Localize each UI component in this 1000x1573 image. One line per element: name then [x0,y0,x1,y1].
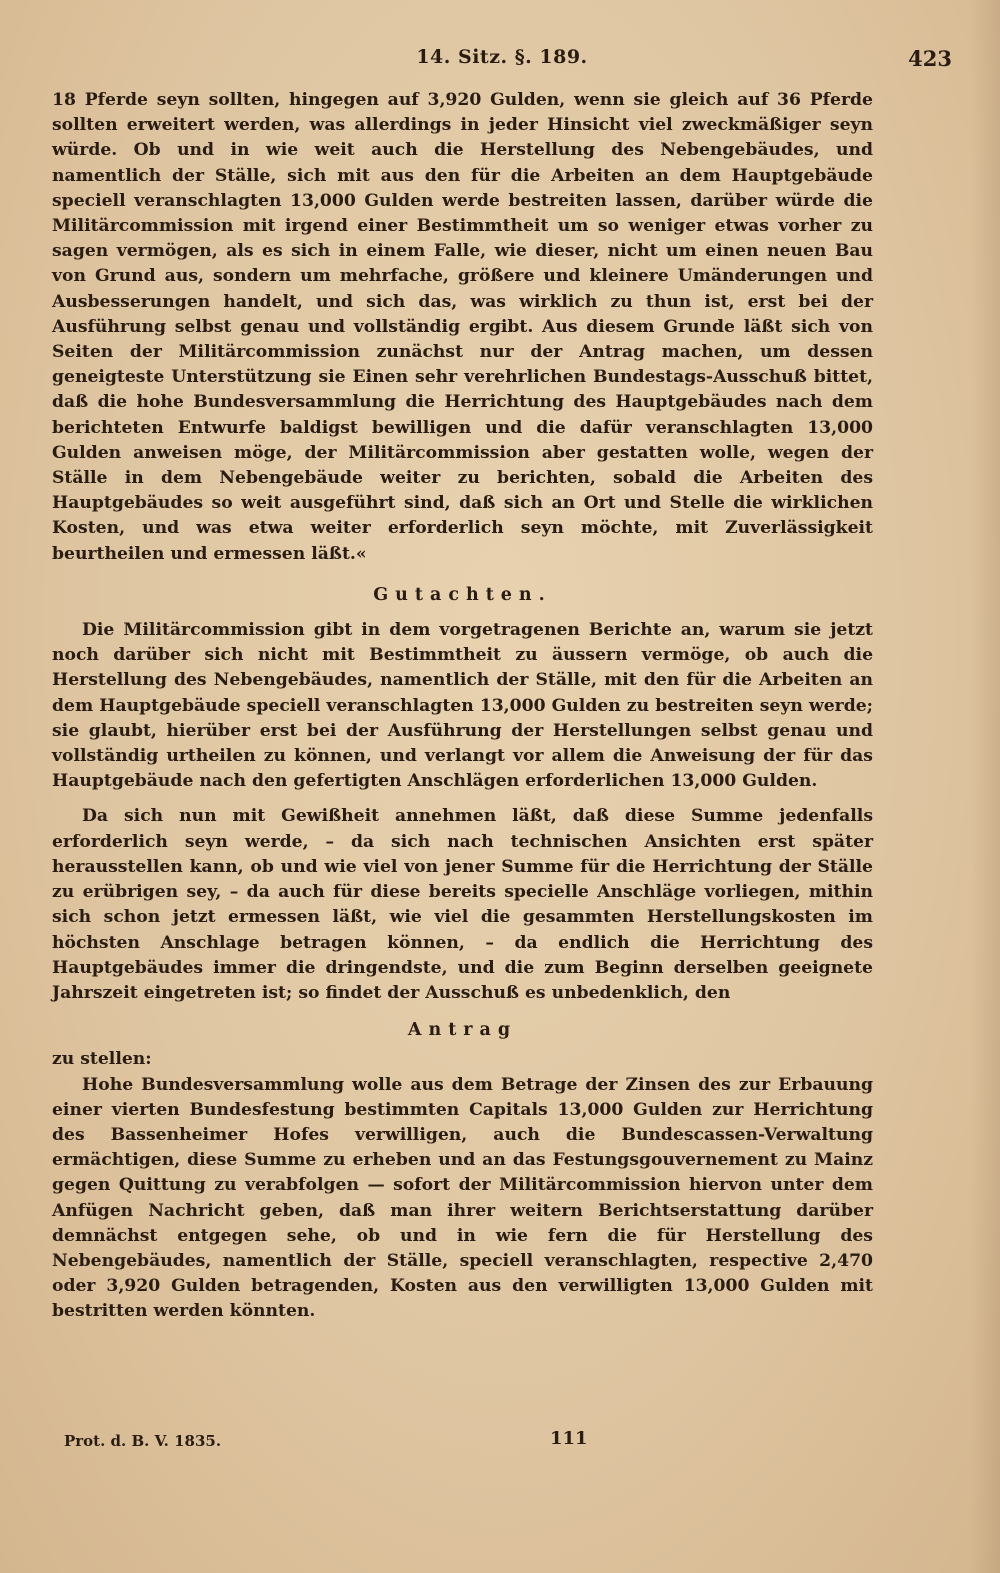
session-reference: 14. Sitz. §. 189. [416,46,588,68]
paragraph-zu-stellen: zu stellen: [52,1049,152,1070]
heading-antrag: Antrag [407,1020,518,1041]
paragraph-reasoning: Da sich nun mit Gewißheit annehmen läßt, daß diese Summe jedenfalls erforderlich seyn werde, – da sich nach technischen Ansichten erst später herausstellen kann, ob und wie viel von jener Summe für die Herrichtung der Ställe zu erübrigen sey, – da auch für diese bereits specielle Anschläge vorliegen, mithin sich schon jetzt ermessen läßt, wie viel die gesammten Herstellungskosten im höchsten Anschlage betragen können, – da endlich die Herrichtung des Hauptgebäudes immer die dringendste, und die zum Beginn derselben geeignete Jahrszeit eingetreten ist; so findet der Ausschuß es unbedenklich, den [52,806,873,1003]
heading-gutachten: Gutachten. [373,584,552,605]
page-footer [64,1428,884,1456]
document-body [52,88,873,1325]
page-number: 423 [908,46,952,71]
footer-source: Prot. d. B. V. 1835. [64,1432,222,1450]
running-header [52,44,952,74]
paragraph-continuation: 18 Pferde seyn sollten, hingegen auf 3,920 Gulden, wenn sie gleich auf 36 Pferde sollten erweitert werden, was allerdings in jeder Hinsicht viel zweckmäßiger seyn würde. Ob und in wie weit auch die Herstellung des Nebengebäudes, und namentlich der Ställe, sich mit aus den für die Arbeiten an dem Hauptgebäude speciell veranschlagten 13,000 Gulden werde bestreiten lassen, darüber würde die Militärcommission mit irgend einer Bestimmtheit um so weniger etwas vorher zu sagen vermögen, als es sich in einem Falle, wie dieser, nicht um einen neuen Bau von Grund aus, sondern um mehrfache, größere und kleinere Umänderungen und Ausbesserungen handelt, und sich das, was wirklich zu thun ist, erst bei der Ausführung selbst genau und vollständig ergibt. Aus diesem Grunde läßt sich von Seiten der Militärcommission zunächst nur der Antrag machen, um dessen geneigteste Unterstützung sie Einen sehr verehrlichen Bundestags-Ausschuß bittet, daß die hohe Bundesversammlung die Herrichtung des Hauptgebäudes nach dem berichteten Entwurfe baldigst bewilligen und die dafür veranschlagten 13,000 Gulden anweisen möge, der Militärcommission aber gestatten wolle, wegen der Ställe in dem Nebengebäude weiter zu berichten, sobald die Arbeiten des Hauptgebäudes so weit ausgeführt sind, daß sich an Ort und Stelle die wirklichen Kosten, und was etwa weiter erforderlich seyn möchte, mit Zuverlässigkeit beurtheilen und ermessen läßt.« [52,90,873,564]
signature-mark: 111 [550,1428,588,1449]
paragraph-motion: Hohe Bundesversammlung wolle aus dem Betrage der Zinsen des zur Erbauung einer vierten Bundesfestung bestimmten Capitals 13,000 Gulden zur Herrichtung des Bassenheimer Hofes verwilligen, auch die Bundescassen-Verwaltung ermächtigen, diese Summe zu erheben und an das Festungsgouvernement zu Mainz gegen Quittung zu verabfolgen — sofort der Militärcommission hiervon unter dem Anfügen Nachricht geben, daß man ihrer weitern Berichtserstattung darüber demnächst entgegen sehe, ob und in wie fern die für Herstellung des Nebengebäudes, namentlich der Ställe, speciell veranschlagten, respective 2,470 oder 3,920 Gulden betragenden, Kosten aus den verwilligten 13,000 Gulden mit bestritten werden könnten. [52,1074,873,1322]
page-edge-shadow [970,0,1000,1573]
paragraph-gutachten: Die Militärcommission gibt in dem vorgetragenen Berichte an, warum sie jetzt noch darüber sich nicht mit Bestimmtheit zu äussern vermöge, ob auch die Herstellung des Nebengebäudes, namentlich der Ställe, mit den für die Arbeiten an dem Hauptgebäude speciell veranschlagten 13,000 Gulden zu bestreiten seyn werde; sie glaubt, hierüber erst bei der Ausführung der Herstellungen selbst genau und vollständig urtheilen zu können, und verlangt vor allem die Anweisung der für das Hauptgebäude nach den gefertigten Anschlägen erforderlichen 13,000 Gulden. [52,620,873,792]
